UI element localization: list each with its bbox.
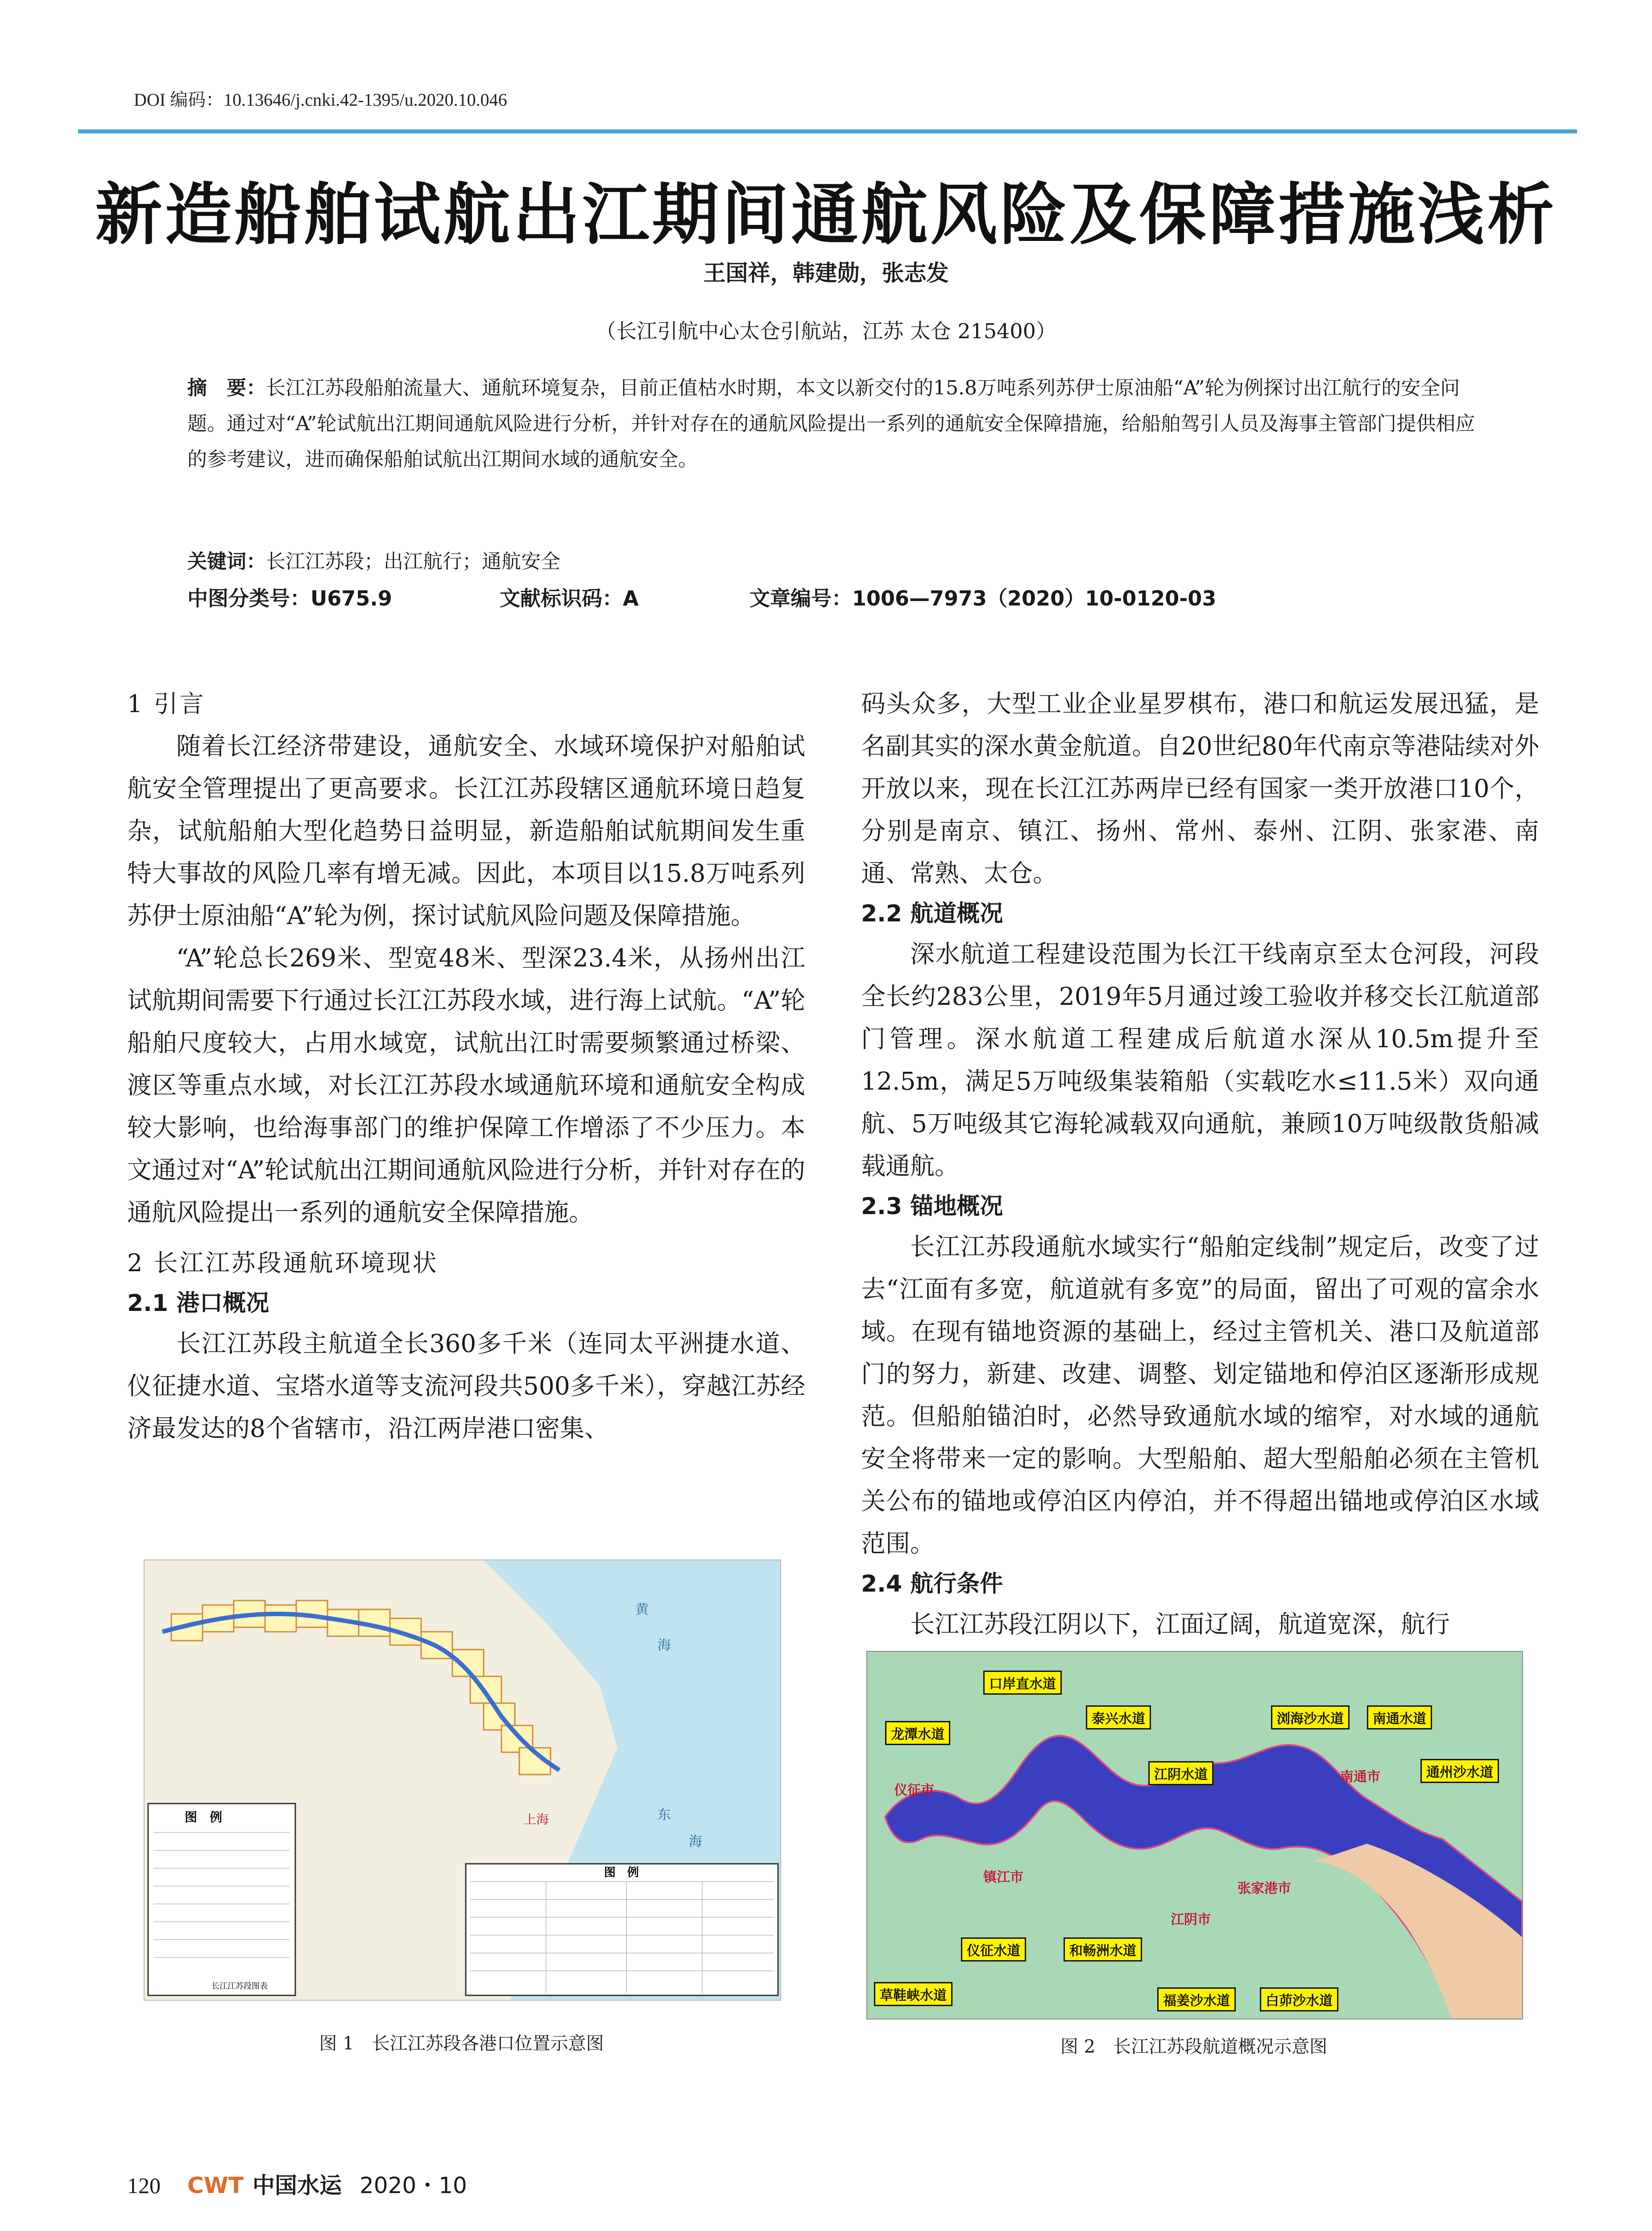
- section-1-paragraph-1: 随着长江经济带建设，通航安全、水域环境保护对船舶试航安全管理提出了更高要求。长江江苏段辖区通航环境日趋复杂，试航船舶大型化趋势日益明显，新造船舶试航期间发生重特大事故的风险几率有增无减。因此，本项目以15.8万吨系列苏伊士原油船“A”轮为例，探讨试航风险问题及保障措施。: [127, 732, 805, 930]
- sea-label-1: 黄: [635, 1602, 649, 1617]
- journal-name: 中国水运: [252, 2173, 342, 2198]
- paper-title: 新造船舶试航出江期间通航风险及保障措施浅析: [95, 175, 1557, 254]
- section-2-3-paragraph: 长江江苏段通航水域实行“船舶定线制”规定后，改变了过去“江面有多宽，航道就有多宽”的局面，留出了可观的富余水域。在现有锚地资源的基础上，经过主管机关、港口及航道部门的努力，新建、改建、调整、划定锚地和停泊区逐渐形成规范。但船舶锚泊时，必然导致通航水域的缩窄，对水域的通航安全将带来一定的影响。大型船舶、超大型船舶必须在主管机关公布的锚地或停泊区内停泊，并不得超出锚地或停泊区水域范围。: [861, 1232, 1539, 1558]
- channel-label-tongzhousha: 通州沙水道: [1420, 1759, 1499, 1783]
- journal-brand: CWT: [187, 2173, 244, 2198]
- keywords-label: 关键词：: [187, 550, 266, 573]
- section-2-4-heading: 2.4 航行条件: [861, 1571, 1003, 1597]
- channel-label-jiangyin: 江阴水道: [1148, 1761, 1213, 1785]
- authors: 王国祥，韩建勋，张志发: [703, 260, 949, 286]
- left-column: [127, 683, 805, 1450]
- figure-1-map: [144, 1559, 781, 2001]
- clc-number: 中图分类号：U675.9: [187, 586, 392, 610]
- abstract-label: 摘 要：: [187, 377, 266, 399]
- legend-title-right: 图 例: [604, 1866, 639, 1879]
- right-column: [861, 683, 1539, 1646]
- city-label-yizheng: 仪征市: [894, 1783, 934, 1798]
- keywords-text: 长江江苏段；出江航行；通航安全: [266, 550, 560, 573]
- abstract: [187, 370, 1495, 477]
- channel-label-baimaosha: 白茆沙水道: [1260, 1987, 1338, 2011]
- figure-1-map-graphic: [145, 1560, 780, 2000]
- channel-label-liuhaisha: 浏海沙水道: [1271, 1705, 1350, 1729]
- sea-label-2: 海: [658, 1638, 671, 1653]
- top-divider: [78, 129, 1577, 133]
- section-2-1-paragraph-continued: 码头众多，大型工业企业星罗棋布，港口和航运发展迅猛，是名副其实的深水黄金航道。自20世纪80年代南京等港陆续对外开放以来，现在长江江苏两岸已经有国家一类开放港口10个，分别是南京、镇江、扬州、常州、泰州、江阴、张家港、南通、常熟、太仓。: [861, 689, 1539, 887]
- figure-1-caption: 图 1 长江江苏段各港口位置示意图: [319, 2033, 604, 2054]
- channel-label-caoxiexia: 草鞋峡水道: [874, 1982, 952, 2006]
- abstract-text: 长江江苏段船舶流量大、通航环境复杂，目前正值枯水时期，本文以新交付的15.8万吨系列苏伊士原油船“A”轮为例探讨出江航行的安全问题。通过对“A”轮试航出江期间通航风险进行分析，并针对存在的通航风险提出一系列的通航安全保障措施，给船舶驾引人员及海事主管部门提供相应的参考建议，进而确保船舶试航出江期间水域的通航安全。: [187, 377, 1475, 471]
- sea-label-3: 东: [658, 1807, 671, 1823]
- sea-label-4: 海: [689, 1834, 702, 1849]
- channel-label-hechangzhou: 和畅洲水道: [1064, 1937, 1142, 1961]
- channel-label-fujiangsha: 福姜沙水道: [1157, 1987, 1236, 2011]
- section-2-2-paragraph: 深水航道工程建设范围为长江干线南京至太仓河段，河段全长约283公里，2019年5月通过竣工验收并移交长江航道部门管理。深水航道工程建成后航道水深从10.5m提升至12.5m，满足5万吨级集装箱船（实载吃水≤11.5米）双向通航、5万吨级其它海轮减载双向通航，兼顾10万吨级散货船减载通航。: [861, 940, 1539, 1180]
- section-1-heading: 1 引言: [127, 690, 206, 718]
- legend-title-left: 图 例: [185, 1810, 223, 1825]
- city-label-shanghai: 上海: [524, 1812, 549, 1827]
- section-2-1-heading: 2.1 港口概况: [127, 1290, 269, 1317]
- section-2-2-heading: 2.2 航道概况: [861, 900, 1003, 927]
- keywords: [187, 545, 560, 574]
- article-number: 文章编号：1006—7973（2020）10-0120-03: [749, 586, 1217, 610]
- affiliation: （长江引航中心太仓引航站，江苏 太仓 215400）: [596, 319, 1056, 343]
- doi: DOI 编码：10.13646/j.cnki.42-1395/u.2020.10.046: [134, 90, 507, 110]
- figure-2-map: [866, 1651, 1523, 2020]
- issue-date: 2020・10: [359, 2173, 467, 2198]
- section-2-1-paragraph: 长江江苏段主航道全长360多千米（连同太平洲捷水道、仪征捷水道、宝塔水道等支流河段共500多千米），穿越江苏经济最发达的8个省辖市，沿江两岸港口密集、: [127, 1329, 805, 1443]
- section-2-3-heading: 2.3 锚地概况: [861, 1193, 1003, 1220]
- channel-label-longtan: 龙潭水道: [885, 1721, 950, 1745]
- city-label-zhenjiang: 镇江市: [983, 1870, 1023, 1885]
- channel-label-yizheng: 仪征水道: [961, 1937, 1026, 1961]
- channel-label-nantong: 南通水道: [1367, 1705, 1432, 1729]
- sheet-title: 长江江苏段图表: [211, 1982, 268, 1991]
- channel-label-kouanzhi: 口岸直水道: [983, 1671, 1062, 1695]
- section-1-paragraph-2: “A”轮总长269米、型宽48米、型深23.4米，从扬州出江试航期间需要下行通过长江江苏段水域，进行海上试航。“A”轮船舶尺度较大，占用水域宽，试航出江时需要频繁通过桥梁、渡区等重点水域，对长江江苏段水域通航环境和通航安全构成较大影响，也给海事部门的维护保障工作增添了不少压力。本文通过对“A”轮试航出江期间通航风险进行分析，并针对存在的通航风险提出一系列的通航安全保障措施。: [127, 944, 805, 1227]
- page-number: 120: [127, 2173, 161, 2198]
- document-code: 文献标识码：A: [500, 586, 639, 610]
- figure-2-caption: 图 2 长江江苏段航道概况示意图: [1060, 2036, 1328, 2057]
- channel-label-taixing: 泰兴水道: [1086, 1705, 1151, 1729]
- section-2-4-paragraph: 长江江苏段江阴以下，江面辽阔，航道宽深，航行: [910, 1610, 1450, 1638]
- page-footer: [127, 2168, 467, 2200]
- section-2-heading: 2 长江江苏段通航环境现状: [127, 1249, 439, 1277]
- city-label-nantong: 南通市: [1340, 1769, 1380, 1785]
- city-label-zhangjiagang: 张家港市: [1238, 1881, 1291, 1896]
- city-label-jiangyin: 江阴市: [1171, 1912, 1211, 1928]
